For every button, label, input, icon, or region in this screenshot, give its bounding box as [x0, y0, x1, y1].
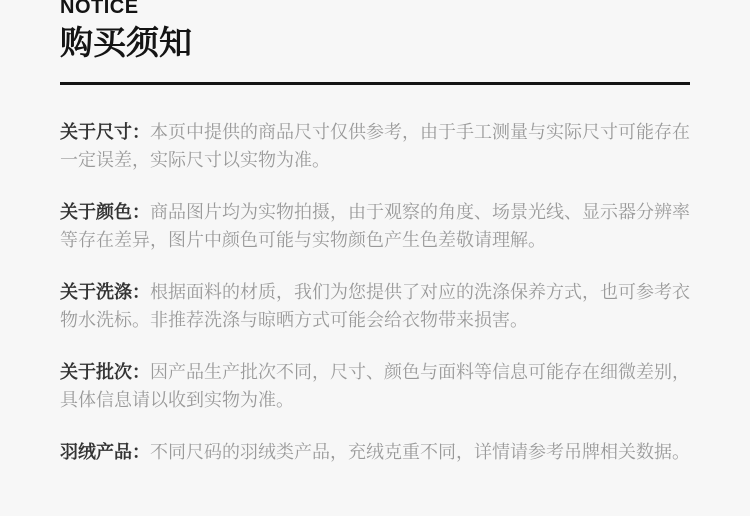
notice-text: 根据面料的材质，我们为您提供了对应的洗涤保养方式，也可参考衣物水洗标。非推荐洗涤与晾晒方式可能会给衣物带来损害。	[60, 282, 690, 330]
notice-item-size	[60, 118, 690, 174]
section-title: 购买须知	[60, 24, 192, 61]
notice-item-down-products	[60, 438, 690, 466]
notice-text: 商品图片均为实物拍摄，由于观察的角度、场景光线、显示器分辨率等存在差异，图片中颜色可能与实物颜色产生色差敬请理解。	[60, 202, 690, 250]
notice-label: 关于颜色：	[60, 202, 150, 222]
notice-label: 关于批次：	[60, 362, 150, 382]
notice-label: 羽绒产品：	[60, 442, 150, 462]
notice-label: 关于尺寸：	[60, 122, 150, 142]
notice-label: 关于洗涤：	[60, 282, 150, 302]
notice-text: 因产品生产批次不同，尺寸、颜色与面料等信息可能存在细微差别，具体信息请以收到实物为准。	[60, 362, 690, 410]
notice-item-color	[60, 198, 690, 254]
notice-text: 本页中提供的商品尺寸仅供参考，由于手工测量与实际尺寸可能存在一定误差，实际尺寸以实物为准。	[60, 122, 690, 170]
notice-text: 不同尺码的羽绒类产品，充绒克重不同，详情请参考吊牌相关数据。	[150, 442, 690, 462]
notice-list	[60, 118, 690, 466]
section-eyebrow: NOTICE	[60, 0, 139, 18]
notice-item-washing	[60, 278, 690, 334]
notice-item-batch	[60, 358, 690, 414]
divider	[60, 82, 690, 85]
